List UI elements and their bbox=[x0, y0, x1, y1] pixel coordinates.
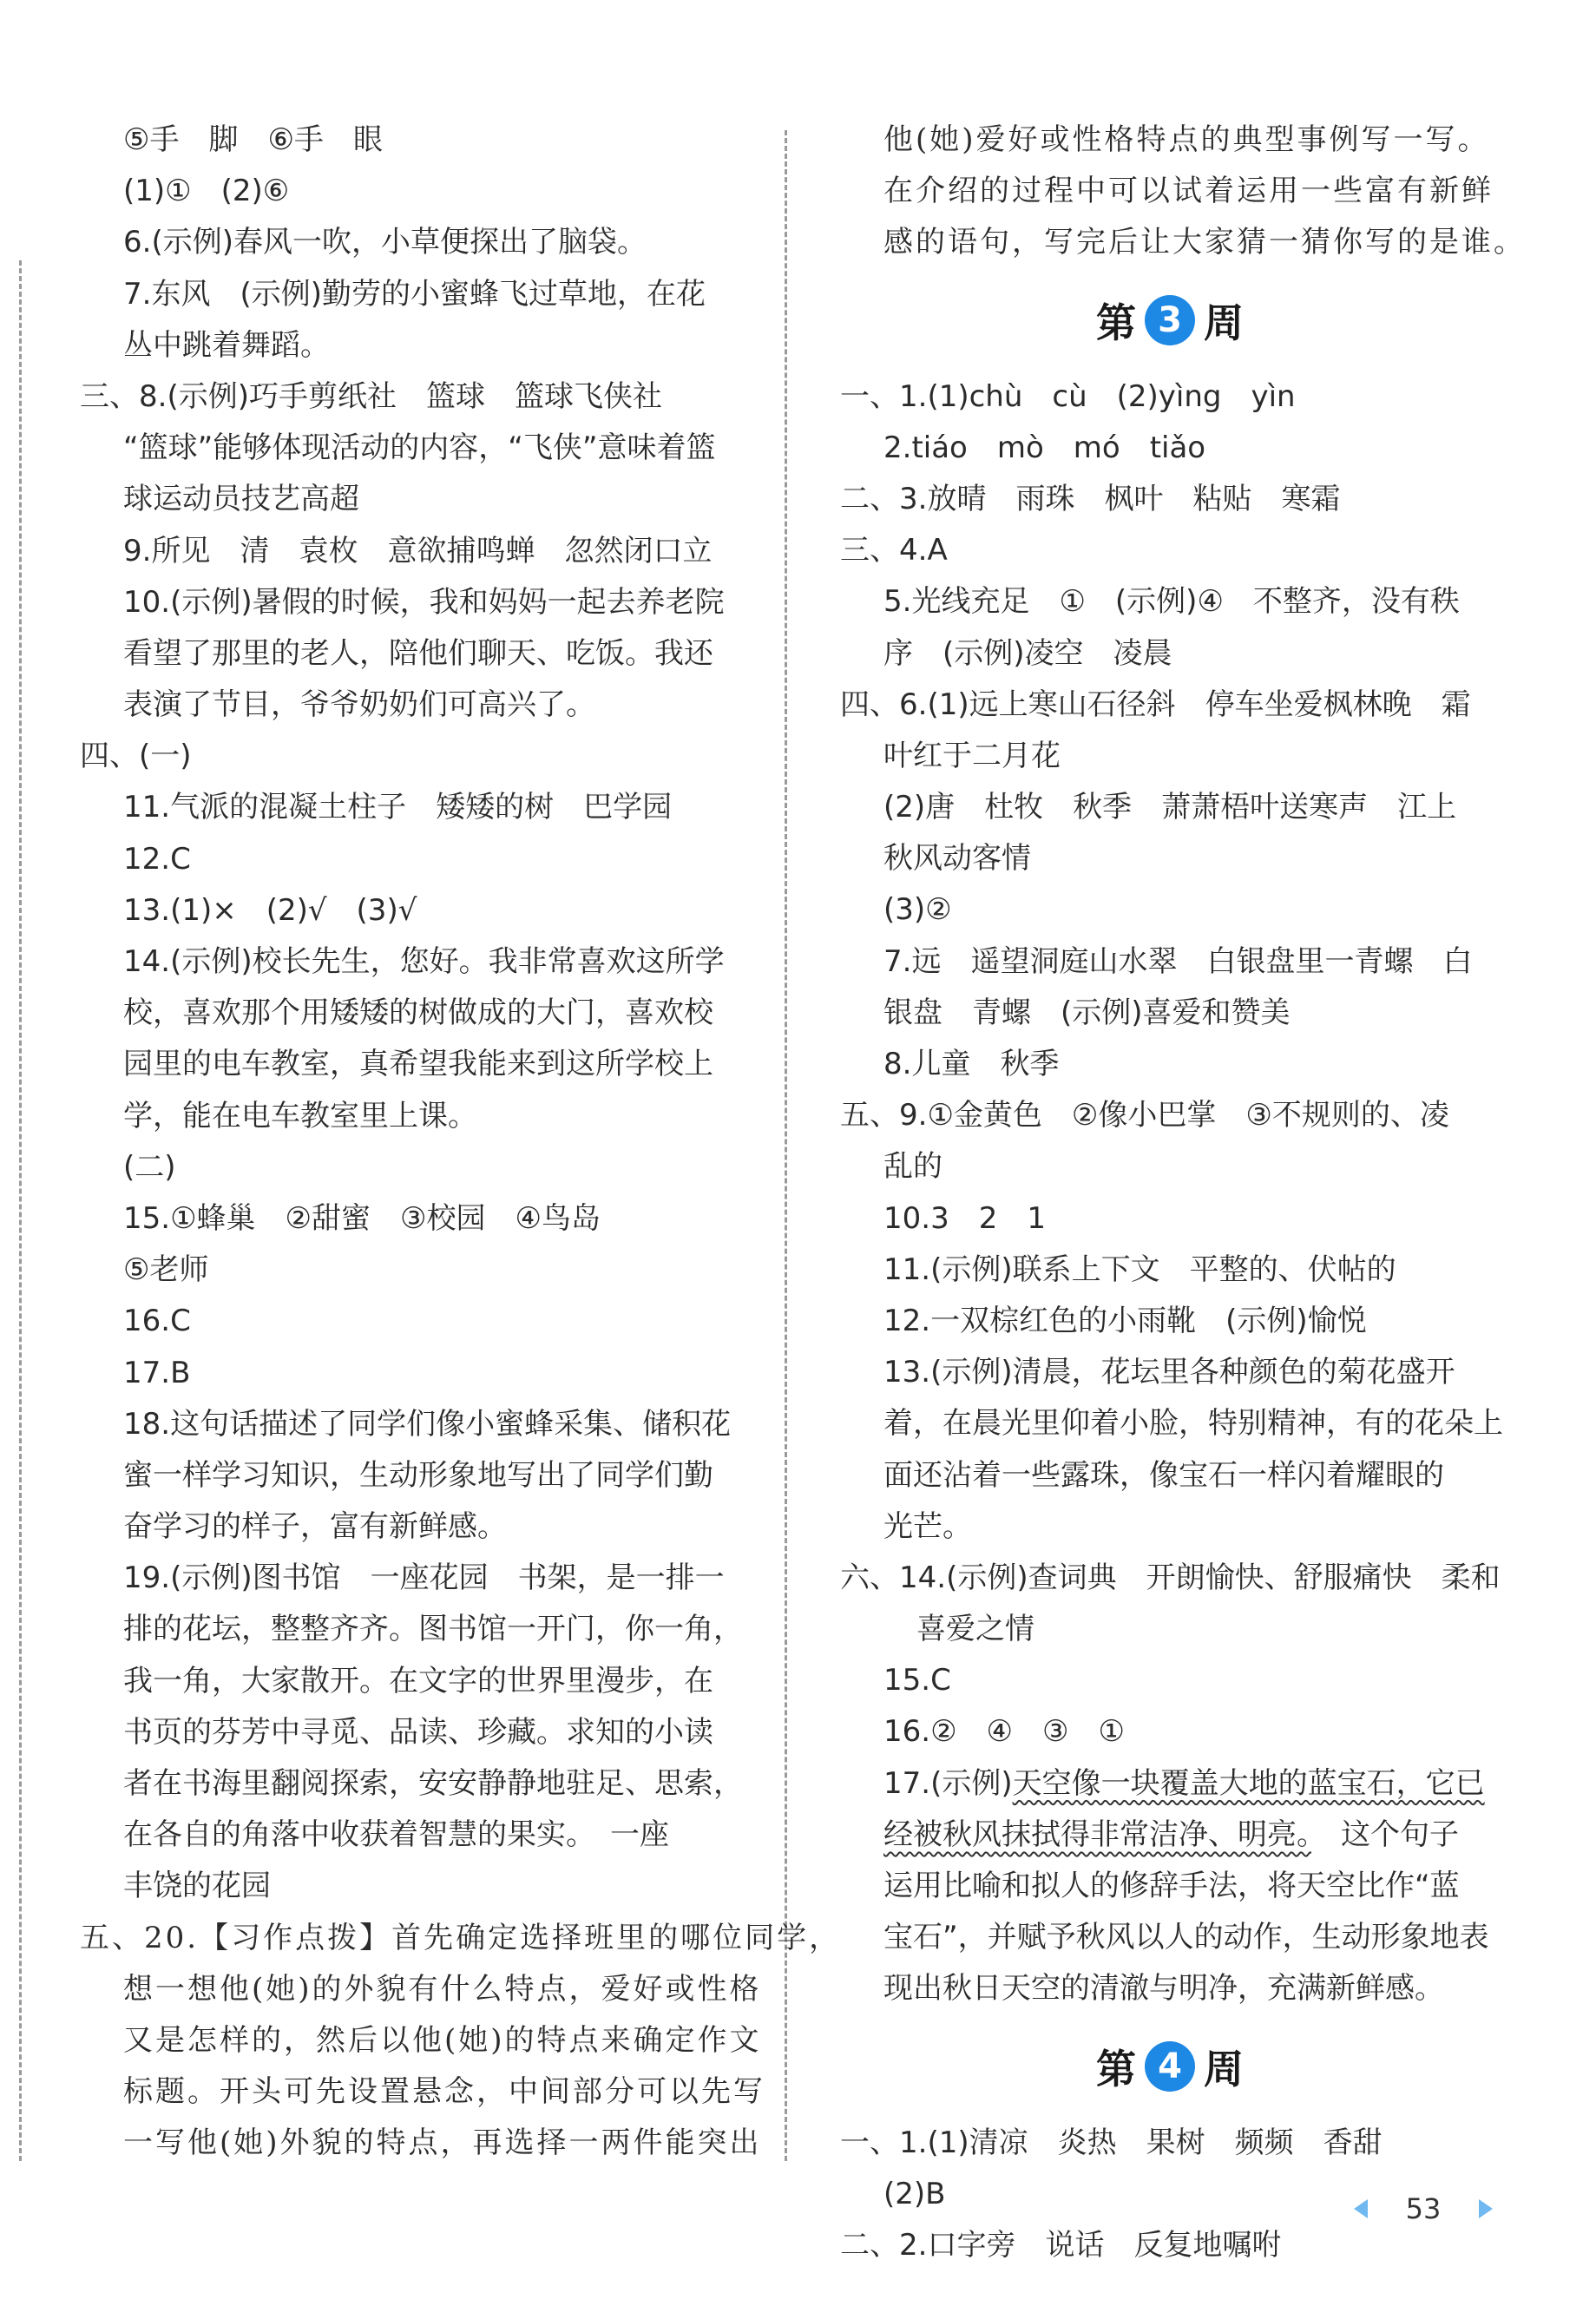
answer-line: 丰饶的花园 bbox=[123, 1869, 271, 1904]
answer-line: 6.(示例)春风一吹，小草便探出了脑袋。 bbox=[123, 225, 647, 260]
answer-line: 5.光线充足 ① (示例)④ 不整齐，没有秩 bbox=[883, 584, 1460, 620]
answer-line: 2.tiáo mò mó tiǎo bbox=[883, 430, 1206, 465]
answer-line: (二) bbox=[123, 1149, 176, 1185]
answer-line: 秋风动客情 bbox=[883, 841, 1031, 877]
wavy-underlined-text: 经被秋风抹拭得非常洁净、明亮。 bbox=[883, 1817, 1311, 1852]
answer-line: 蜜一样学习知识，生动形象地写出了同学们勤 bbox=[123, 1457, 713, 1493]
answer-line: 园里的电车教室，真希望我能来到这所学校上 bbox=[123, 1047, 713, 1082]
answer-line: 12.C bbox=[123, 841, 191, 877]
answer-line: 8.儿童 秋季 bbox=[883, 1047, 1060, 1081]
answer-line: 书页的芬芳中寻觅、品读、珍藏。求知的小读 bbox=[123, 1714, 713, 1750]
answer-line: 奋学习的样子，富有新鲜感。 bbox=[123, 1509, 507, 1545]
answer-line: 者在书海里翻阅探索，安安静静地驻足、思索， bbox=[123, 1766, 743, 1801]
answer-line: 他(她)爱好或性格特点的典型事例写一写。 bbox=[883, 122, 1490, 157]
answer-line: 四、6.(1)远上寒山石径斜 停车坐爱枫林晚 霜 bbox=[840, 687, 1471, 722]
answer-line: 叶红于二月花 bbox=[883, 738, 1061, 773]
answer-line: 又是怎样的，然后以他(她)的特点来确定作文 bbox=[123, 2022, 762, 2058]
answer-line: “篮球”能够体现活动的内容，“飞侠”意味着篮 bbox=[123, 430, 716, 466]
answer-line: 14.(示例)校长先生，您好。我非常喜欢这所学 bbox=[123, 944, 725, 979]
answer-line: 11.(示例)联系上下文 平整的、伏帖的 bbox=[883, 1252, 1396, 1287]
answer-line: (1)① (2)⑥ bbox=[123, 174, 290, 209]
answer-line: 看望了那里的老人，陪他们聊天、吃饭。我还 bbox=[123, 635, 713, 671]
answer-line: 运用比喻和拟人的修辞手法，将天空比作“蓝 bbox=[883, 1869, 1460, 1903]
answer-line: 现出秋日天空的清澈与明净，充满新鲜感。 bbox=[883, 1971, 1444, 2007]
answer-line: (2)唐 杜牧 秋季 萧萧梧叶送寒声 江上 bbox=[883, 790, 1457, 825]
answer-column-right bbox=[840, 115, 1526, 2271]
answer-line: 四、(一) bbox=[80, 739, 192, 774]
answer-line: 18.这句话描述了同学们像小蜜蜂采集、储积花 bbox=[123, 1406, 732, 1442]
answer-line: (2)B bbox=[883, 2176, 946, 2211]
answer-line: (3)② bbox=[883, 892, 952, 928]
answer-line: 五、9.①金黄色 ②像小巴掌 ③不规则的、凌 bbox=[840, 1098, 1449, 1133]
answer-line: 17.B bbox=[123, 1355, 191, 1390]
answer-line: 五、20.【习作点拨】首先确定选择班里的哪位同学， bbox=[80, 1920, 842, 1955]
answer-line: 想一想他(她)的外貌有什么特点，爱好或性格 bbox=[123, 1971, 762, 2007]
answer-line: 二、3.放晴 雨珠 枫叶 粘贴 寒霜 bbox=[840, 481, 1341, 516]
answer-line bbox=[840, 1810, 1500, 1861]
answer-text: 17.(示例) bbox=[883, 1765, 1013, 1801]
week-heading-suffix: 周 bbox=[1204, 2045, 1244, 2092]
left-margin-divider bbox=[19, 260, 22, 2161]
answer-line: 10.3 2 1 bbox=[883, 1200, 1046, 1236]
answer-line: 16.C bbox=[123, 1304, 191, 1339]
answer-line: 面还沾着一些露珠，像宝石一样闪着耀眼的 bbox=[883, 1457, 1444, 1493]
answer-line: ⑤手 脚 ⑥手 眼 bbox=[123, 122, 383, 157]
answer-line: 球运动员技艺高超 bbox=[123, 482, 359, 517]
answer-line: 13.(1)× (2)√ (3)√ bbox=[123, 892, 417, 928]
wavy-underlined-text: 天空像一块覆盖大地的蓝宝石，它已 bbox=[1012, 1765, 1485, 1801]
week-heading bbox=[840, 2015, 1500, 2118]
answer-line: 感的语句，写完后让大家猜一猜你写的是谁。 bbox=[883, 225, 1526, 260]
answer-line: 在各自的角落中收获着智慧的果实。 一座 bbox=[123, 1817, 669, 1853]
answer-line: 喜爱之情 bbox=[916, 1612, 1034, 1647]
answer-line: 着，在晨光里仰着小脸，特别精神，有的花朵上 bbox=[883, 1406, 1503, 1442]
prev-arrow-icon bbox=[1354, 2199, 1368, 2218]
answer-line: 19.(示例)图书馆 一座花园 书架，是一排一 bbox=[123, 1560, 725, 1596]
answer-line: 10.(示例)暑假的时候，我和妈妈一起去养老院 bbox=[123, 584, 725, 620]
answer-line: 7.东风 (示例)勤劳的小蜜蜂飞过草地，在花 bbox=[123, 276, 706, 312]
answer-line: 我一角，大家散开。在文字的世界里漫步，在 bbox=[123, 1663, 713, 1698]
answer-line: 9.所见 清 袁枚 意欲捕鸣蝉 忽然闭口立 bbox=[123, 533, 713, 568]
answer-line: 校，喜欢那个用矮矮的树做成的大门，喜欢校 bbox=[123, 995, 713, 1031]
answer-line: 二、2.口字旁 说话 反复地嘱咐 bbox=[840, 2227, 1282, 2263]
answer-line: 三、8.(示例)巧手剪纸社 篮球 篮球飞侠社 bbox=[80, 378, 662, 414]
page-number: 53 bbox=[1405, 2192, 1442, 2225]
week-number-badge: 3 bbox=[1145, 295, 1195, 345]
answer-line: 乱的 bbox=[883, 1149, 942, 1185]
week-heading bbox=[840, 269, 1500, 371]
week-number-badge: 4 bbox=[1145, 2041, 1195, 2092]
answer-line: 表演了节目，爷爷奶奶们可高兴了。 bbox=[123, 687, 595, 723]
answer-line: 一写他(她)外貌的特点，再选择一两件能突出 bbox=[123, 2125, 762, 2161]
page-footer bbox=[1354, 2187, 1493, 2230]
answer-line: 学，能在电车教室里上课。 bbox=[123, 1098, 477, 1133]
answer-line: 16.② ④ ③ ① bbox=[883, 1714, 1125, 1750]
answer-line: 光芒。 bbox=[883, 1508, 972, 1544]
column-divider bbox=[785, 130, 787, 2161]
answer-line: 一、1.(1)清凉 炎热 果树 频频 香甜 bbox=[840, 2125, 1383, 2160]
answer-line: 六、14.(示例)查词典 开朗愉快、舒服痛快 柔和 bbox=[840, 1560, 1501, 1595]
answer-line: 12.一双棕红色的小雨靴 (示例)愉悦 bbox=[883, 1303, 1367, 1338]
answer-line: 11.气派的混凝土柱子 矮矮的树 巴学园 bbox=[123, 790, 673, 825]
answer-line: 标题。开头可先设置悬念，中间部分可以先写 bbox=[123, 2074, 765, 2110]
week-heading-suffix: 周 bbox=[1204, 299, 1244, 346]
week-heading-prefix: 第 bbox=[1096, 299, 1136, 346]
answer-text: 这个句子 bbox=[1311, 1817, 1459, 1852]
answer-line: 三、4.A bbox=[840, 533, 948, 568]
answer-line: 在介绍的过程中可以试着运用一些富有新鲜 bbox=[883, 174, 1494, 209]
answer-line: 7.远 遥望洞庭山水翠 白银盘里一青螺 白 bbox=[883, 943, 1473, 979]
answer-line: 排的花坛，整整齐齐。图书馆一开门，你一角， bbox=[123, 1612, 743, 1647]
answer-line: 15.①蜂巢 ②甜蜜 ③校园 ④鸟岛 bbox=[123, 1200, 601, 1236]
answer-line: 15.C bbox=[883, 1663, 951, 1698]
answer-line: 序 (示例)凌空 凌晨 bbox=[883, 635, 1172, 671]
answer-line: ⑤老师 bbox=[123, 1252, 209, 1288]
answer-line: 13.(示例)清晨，花坛里各种颜色的菊花盛开 bbox=[883, 1355, 1455, 1390]
answer-line bbox=[840, 1758, 1500, 1810]
answer-line: 银盘 青螺 (示例)喜爱和赞美 bbox=[883, 995, 1291, 1030]
answer-column-left bbox=[80, 115, 842, 2170]
next-arrow-icon bbox=[1479, 2199, 1493, 2218]
week-heading-prefix: 第 bbox=[1096, 2045, 1136, 2092]
answer-line: 宝石”，并赋予秋风以人的动作，生动形象地表 bbox=[883, 1920, 1489, 1955]
answer-line: 一、1.(1)chù cù (2)yìng yìn bbox=[840, 378, 1296, 414]
answer-line: 丛中跳着舞蹈。 bbox=[123, 327, 330, 363]
